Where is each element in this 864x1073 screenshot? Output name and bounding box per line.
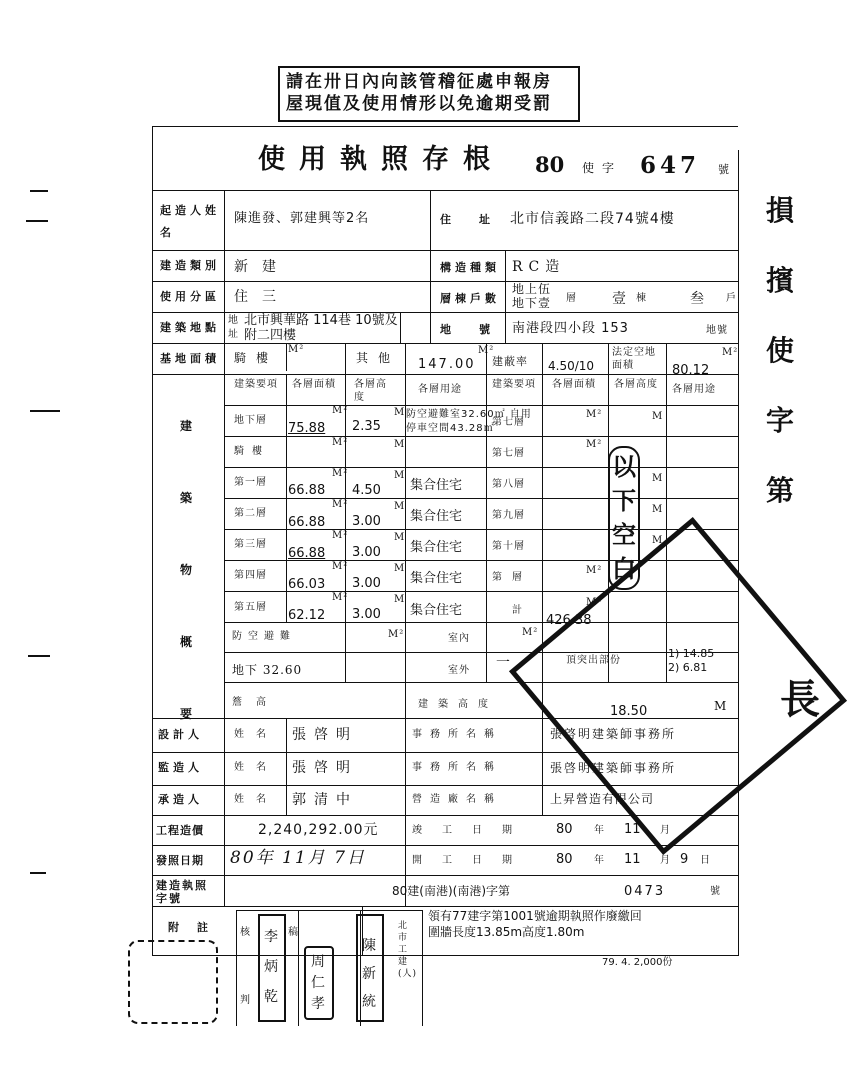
- seal-4: 北市工建(人): [398, 921, 418, 979]
- total-area-unit: M²: [586, 597, 603, 608]
- notice-stamp: [278, 66, 580, 122]
- approval-c1: 核: [240, 927, 251, 938]
- eave-2: 2) 6.81: [668, 661, 708, 674]
- total-area: 426.38: [546, 613, 592, 628]
- air-raid-sub: 地下 32.60: [232, 663, 303, 677]
- applicant-address: 北市信義路二段74號4樓: [510, 211, 675, 227]
- row-height: 3.00: [352, 545, 381, 560]
- row-height: 3.00: [352, 607, 381, 622]
- permit-suffix: 號: [718, 163, 729, 176]
- col-header-1: 建築要項: [234, 379, 278, 390]
- margin-stamp-char: 長: [780, 676, 820, 723]
- outdoor-value: 一: [496, 655, 511, 671]
- arcade-label: 騎樓: [234, 351, 279, 365]
- legal-label: 法定空地面積: [612, 347, 656, 371]
- air-raid-label: 防空避難: [232, 631, 296, 642]
- col-header-3: 各層高度: [354, 379, 387, 403]
- row-area: 66.88: [288, 515, 326, 530]
- row-use: 集合住宅: [410, 571, 463, 586]
- row-area-unit: M²: [332, 499, 349, 510]
- permit-value: 80建(南港)(南港)字第: [392, 884, 510, 898]
- build-type: 新建: [234, 259, 290, 275]
- start-day: 9: [680, 852, 689, 867]
- row-height-unit: M: [394, 563, 406, 574]
- row-height-unit-2: M: [652, 504, 664, 515]
- eave-1: 1) 14.85: [668, 647, 715, 660]
- seal-1: 李炳乾: [258, 914, 286, 1022]
- row-area: 66.88: [288, 546, 326, 561]
- role-label: 承造人: [158, 793, 203, 806]
- completion-month-word: 月: [660, 825, 671, 836]
- legal-unit: M²: [722, 347, 739, 358]
- name-label: 姓名: [234, 729, 278, 740]
- height-label-left: 簷高: [232, 697, 280, 708]
- cost-value: 2,240,292.00元: [258, 822, 379, 838]
- row-height: 4.50: [352, 483, 381, 498]
- role-label: 監造人: [158, 761, 203, 774]
- edge-mark: [30, 872, 46, 874]
- row-item: 第四層: [234, 570, 267, 581]
- person-name: 郭清中: [292, 792, 358, 808]
- height-label-right: 建築高度: [418, 699, 498, 710]
- row-item: 第二層: [234, 508, 267, 519]
- row-item-2: 第八層: [492, 479, 525, 490]
- col-header-6: 各層面積: [552, 379, 596, 390]
- row-item: 地下層: [234, 415, 267, 426]
- col-header-5: 建築要項: [492, 379, 536, 390]
- row-area-unit-2: M²: [586, 565, 603, 576]
- other-area: 147.00: [418, 357, 476, 372]
- row-use: 集合住宅: [410, 509, 463, 524]
- structure-label: 構造種類: [440, 261, 500, 274]
- issue-label: 發照日期: [156, 854, 204, 867]
- approval-c2: 稿: [288, 927, 299, 938]
- applicant-label: 起造人姓名: [160, 204, 220, 239]
- build-height: 18.50: [610, 704, 648, 719]
- floors-label: 層棟戶數: [440, 292, 500, 305]
- completion-year: 80: [556, 822, 573, 837]
- site-prefix: 地址: [228, 315, 239, 340]
- arcade-unit: M²: [288, 344, 305, 355]
- start-day-word: 日: [700, 855, 711, 866]
- structure: RC造: [512, 259, 566, 275]
- name-label: 姓名: [234, 794, 278, 805]
- start-month-word: 月: [660, 855, 671, 866]
- site-address-2: 附二四樓: [244, 328, 297, 343]
- row-height-unit: M: [394, 407, 406, 418]
- row-use: 防空避難室32.60㎡ 自用停車空間43.28㎡: [406, 409, 532, 434]
- other-label: 其他: [356, 351, 401, 365]
- row-use: 集合住宅: [410, 478, 463, 493]
- start-year-word: 年: [594, 855, 605, 866]
- role-label: 設計人: [158, 728, 203, 741]
- remarks-line-2: 圍牆長度13.85m高度1.80m: [428, 925, 585, 939]
- col-header-7: 各層高度: [614, 379, 658, 390]
- parking-unit: M²: [522, 627, 539, 638]
- row-area: 62.12: [288, 608, 326, 623]
- permit-number: 647: [640, 152, 701, 179]
- permit-series: 使字: [582, 161, 623, 175]
- row-area-unit: M²: [332, 561, 349, 572]
- row-height-unit: M: [394, 501, 406, 512]
- row-area-unit: M²: [332, 437, 349, 448]
- issue-value: 80年 11月 7日: [230, 848, 366, 868]
- form-title: 使用執照存根: [258, 144, 504, 175]
- row-height-unit: M: [394, 532, 406, 543]
- person-name: 張啓明: [292, 760, 358, 776]
- row-area-unit: M²: [332, 530, 349, 541]
- row-height: 2.35: [352, 419, 381, 434]
- edge-mark: [26, 220, 48, 222]
- row-item-2: 第七層: [492, 417, 525, 428]
- zone: 住三: [234, 289, 290, 305]
- permit-label: 建造執照字號: [156, 879, 208, 905]
- col-header-4: 各層用途: [418, 384, 462, 395]
- cost-label: 工程造價: [156, 824, 204, 837]
- row-item-2: 第七層: [492, 448, 525, 459]
- lot-suffix: 地號: [706, 325, 728, 336]
- completion-year-word: 年: [594, 825, 605, 836]
- start-month: 11: [624, 852, 641, 867]
- row-item-2: 計: [512, 605, 523, 616]
- row-use: 集合住宅: [410, 603, 463, 618]
- floors-above: 地上伍: [512, 282, 552, 296]
- col-header-2: 各層面積: [292, 379, 336, 390]
- approval-c3: 判: [240, 995, 251, 1006]
- seal-3: 陳新統: [356, 914, 384, 1022]
- coverage-label: 建蔽率: [492, 355, 528, 368]
- row-height-unit-2: M: [652, 411, 664, 422]
- person-name: 張啓明: [292, 727, 358, 743]
- units-word: 戶: [726, 293, 737, 304]
- permit-number-suffix: 號: [710, 886, 721, 897]
- row-area-unit-2: M²: [586, 439, 603, 450]
- row-height-unit: M: [394, 439, 406, 450]
- notice-line-1: 請在卅日內向該管稽征處申報房: [286, 72, 552, 92]
- legal-area: 80.12: [672, 363, 710, 378]
- row-item: 第五層: [234, 602, 267, 613]
- col-header-8: 各層用途: [672, 384, 716, 395]
- buildings-count: 壹: [612, 291, 628, 307]
- edge-mark: [28, 655, 50, 657]
- row-item-2: 第層: [492, 572, 532, 583]
- completion-month: 11: [624, 822, 641, 837]
- applicant-name: 陳進發、郭建興等2名: [234, 211, 370, 226]
- units-count: 叁: [690, 291, 706, 307]
- air-raid-unit: M²: [388, 629, 405, 640]
- site-label: 建築地點: [160, 321, 220, 334]
- floors-below: 地下壹: [512, 296, 552, 310]
- remarks-label: 附註: [168, 921, 226, 934]
- outdoor-label: 室外: [448, 665, 470, 676]
- indoor-label: 室內: [448, 633, 470, 644]
- build-type-label: 建造類別: [160, 259, 220, 272]
- site-address-1: 北市興華路 114巷 10號及: [244, 313, 398, 328]
- org-label: 事務所名稱: [412, 762, 502, 773]
- row-area-unit: M²: [332, 405, 349, 416]
- row-area-unit: M²: [332, 468, 349, 479]
- org-name: 張啓明建築師事務所: [550, 761, 677, 775]
- faint-seal: [128, 940, 218, 1024]
- zone-label: 使用分區: [160, 290, 220, 303]
- edge-mark: [30, 410, 60, 412]
- row-height-unit-2: M: [652, 473, 664, 484]
- start-year: 80: [556, 852, 573, 867]
- build-height-unit: M: [714, 699, 728, 713]
- completion-label: 竣工日期: [412, 825, 532, 836]
- remarks-line-1: 領有77建字第1001號逾期執照作廢繳回: [428, 909, 642, 923]
- eave-label: 頂突出部份: [566, 655, 621, 666]
- org-label: 事務所名稱: [412, 729, 502, 740]
- row-item: 第三層: [234, 539, 267, 550]
- row-height-unit: M: [394, 470, 406, 481]
- row-area: 66.88: [288, 483, 326, 498]
- row-area-unit-2: M²: [586, 409, 603, 420]
- building-side-label: 建築物概要: [180, 419, 197, 721]
- address-label: 住址: [440, 213, 518, 226]
- print-info: 79. 4. 2,000份: [602, 957, 673, 968]
- name-label: 姓名: [234, 762, 278, 773]
- start-label: 開工日期: [412, 855, 532, 866]
- row-area: 66.03: [288, 577, 326, 592]
- row-area: 75.88: [288, 421, 326, 436]
- row-item-2: 第十層: [492, 541, 525, 552]
- row-height: 3.00: [352, 576, 381, 591]
- permit-number-value: 0473: [624, 884, 666, 899]
- row-item: 騎樓: [234, 446, 270, 457]
- row-height-unit-2: M: [652, 535, 664, 546]
- notice-line-2: 屋現值及使用情形以免逾期受罰: [286, 94, 552, 114]
- area-label: 基地面積: [160, 352, 220, 365]
- row-area-unit: M²: [332, 592, 349, 603]
- permit-year: 80: [535, 152, 565, 177]
- org-label: 營造廠名稱: [412, 794, 502, 805]
- blank-note: 以下空白: [608, 446, 640, 590]
- floors-word: 層: [566, 293, 577, 304]
- lot-label: 地號: [440, 323, 518, 336]
- row-height-unit: M: [394, 594, 406, 605]
- row-item: 第一層: [234, 477, 267, 488]
- lot: 南港段四小段 153: [512, 321, 629, 336]
- row-height: 3.00: [352, 514, 381, 529]
- row-item-2: 第九層: [492, 510, 525, 521]
- buildings-word: 棟: [636, 293, 647, 304]
- org-name: 上昇營造有限公司: [550, 792, 655, 806]
- edge-mark: [30, 190, 48, 192]
- seal-2: 周仁孝: [304, 946, 334, 1020]
- org-name: 張啓明建築師事務所: [550, 727, 677, 741]
- row-use: 集合住宅: [410, 540, 463, 555]
- other-unit: M²: [478, 345, 495, 356]
- coverage: 4.50/10: [548, 359, 595, 373]
